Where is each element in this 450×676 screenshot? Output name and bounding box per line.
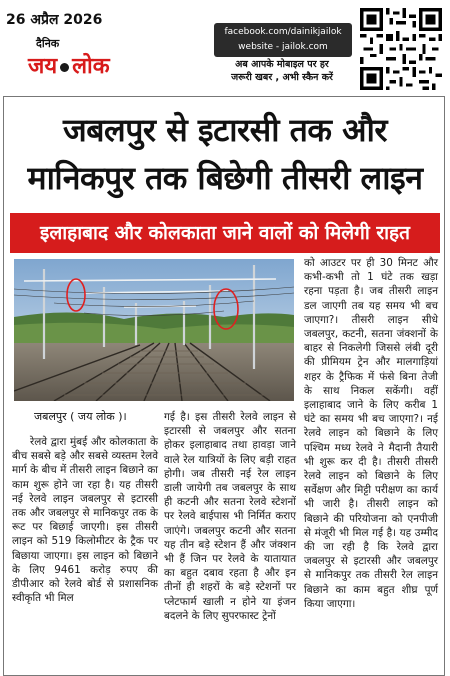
- logo-prefix: दैनिक: [36, 37, 60, 50]
- article-column-2: गई है। इस तीसरी रेलवे लाइन से इटारसी से जबलपुर और सतना होकर इलाहाबाद तथा हावड़ा जाने वाले रेल यात्रियों के लिए बड़ी राहत होगी। जब तीसरी नई रेल लाइन डाली जायेगी तब जबलपुर के साथ ही कटनी और सतना रेलवे स्टेशनों पर रेलवे बाईपास भी निर्मित कराए जाएंगे। जबलपुर कटनी और सतना यह तीन बड़े स्टेशन हैं और जंक्शन भी हैं जिन पर रेलवे के यातायात का बहुत दबाव रहता है और इन तीनों ही शहरों के बड़े स्टेशनों पर प्लेटफार्म खाली न होने या इंजन बदलने के लिए सुपरफास्ट ट्रेनों: [164, 411, 296, 622]
- logo-dot-icon: [60, 63, 69, 72]
- article-column-3: को आउटर पर ही 30 मिनट और कभी-कभी तो 1 घंटे तक खड़ा रहना पड़ता है। जब तीसरी लाइन डल जाएगी तब यह समय भी बच जाएगा?। तीसरी लाइन सीधे जबलपुर, कटनी, सतना जंक्शनों के बाहर से निकलेगी जिससे लंबी दूरी की प्रीमियम ट्रेन और मालगाड़ियां शहर के ट्रैफिक में फंसे बिना तेजी के साथ निकल सकेंगी। वहीं इलाहाबाद जाने के लिए करीब 1 घंटे का समय भी बच जाएगा?। नई रेलवे लाइन को बिछाने के लिए पश्चिम मध्य रेलवे ने मैदानी तैयारी भी शुरू कर दी है। तीसरी तीसरी रेलवे लाइन को बिछाने के लिए सर्वेक्षण और मिट्टी परीक्षण का कार्य भी जारी है। तीसरी लाइन को बिछाने की परियोजना को एनपीजी से मंजूरी भी मिल गई है। यह उम्मीद की जा रही है कि रेलवे द्वारा जबलपुर से इटारसी और जबलपुर से मानिकपुर तक तीसरी रेल लाइन बिछाने का काम बहुत शीघ्र पूर्ण किया जाएगा।: [304, 257, 438, 610]
- logo-title: [28, 50, 110, 80]
- scan-prompt-line1: अब आपके मोबाइल पर हर: [235, 59, 329, 70]
- masthead: [0, 0, 450, 92]
- website-link[interactable]: website - jailok.com: [238, 42, 328, 52]
- social-links-box: [214, 23, 352, 57]
- headline-line1: जबलपुर से इटारसी तक और: [63, 111, 387, 149]
- newspaper-logo: [28, 36, 146, 86]
- scan-prompt: [203, 58, 361, 84]
- qr-code-icon[interactable]: [360, 8, 442, 90]
- logo-left-word: जय: [28, 54, 58, 79]
- headline-line2: मानिकपुर तक बिछेगी तीसरी लाइन: [27, 159, 423, 197]
- scan-prompt-line2: जरूरी खबर , अभी स्कैन करें: [231, 72, 333, 83]
- facebook-link[interactable]: facebook.com/dainikjailok: [224, 27, 342, 37]
- subheadline-bar: इलाहाबाद और कोलकाता जाने वालों को मिलेगी राहत: [10, 213, 440, 253]
- headline: [10, 107, 440, 201]
- article-column-1: रेलवे द्वारा मुंबई और कोलकाता के बीच सबसे बड़े और सबसे व्यस्तम रेलवे मार्ग के बीच में तीसरी लाइन बिछाने का काम शुरू होने जा रहा है। यह तीसरी नई रेलवे लाइन जबलपुर से इटारसी तक और जबलपुर से मानिकपुर तक के रूट पर बिछाई जाएगी। इस तीसरी लाइन को 519 किलोमीटर के ट्रैक पर बिछाया जाएगा। इस लाइन को बिछाने के लिए 9461 करोड़ रुपए की डीपीआर को रेलवे बोर्ड से प्रशासनिक स्वीकृति भी मिल: [12, 436, 158, 605]
- logo-right-word: लोक: [72, 54, 110, 79]
- issue-date: 26 अप्रैल 2026: [6, 12, 103, 28]
- article-dateline: जबलपुर ( जय लोक )।: [34, 410, 127, 423]
- railway-track-photo: [14, 259, 294, 401]
